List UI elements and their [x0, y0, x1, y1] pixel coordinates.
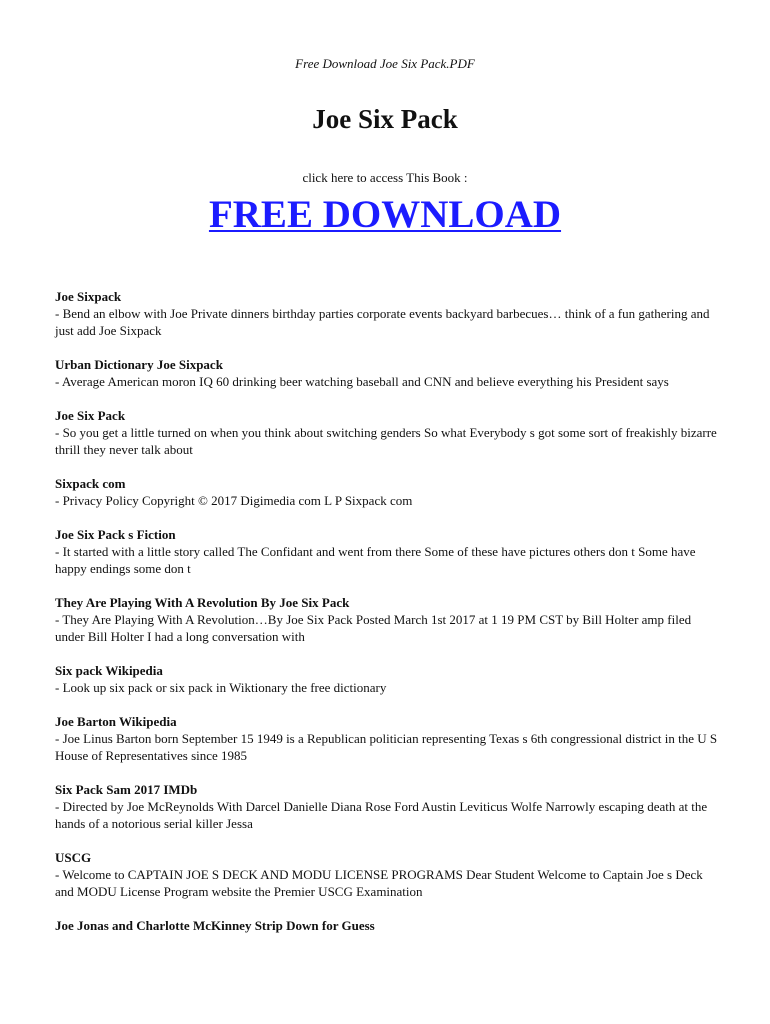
list-item [55, 526, 720, 577]
entry-title: Urban Dictionary Joe Sixpack [55, 357, 223, 372]
entry-title: Sixpack com [55, 476, 126, 491]
entry-title: They Are Playing With A Revolution By Joe Six Pack [55, 595, 350, 610]
entry-description: - Welcome to CAPTAIN JOE S DECK AND MODU LICENSE PROGRAMS Dear Student Welcome to Captain Joe s Deck and MODU License Program website the Premier USCG Examination [55, 867, 703, 899]
entry-title: Joe Barton Wikipedia [55, 714, 177, 729]
entry-description: - Directed by Joe McReynolds With Darcel Danielle Diana Rose Ford Austin Leviticus Wolfe Narrowly escaping death at the hands of a notorious serial killer Jessa [55, 799, 708, 831]
list-item [55, 407, 720, 458]
access-text: click here to access This Book : [302, 170, 468, 185]
entry-description: - Privacy Policy Copyright © 2017 Digimedia com L P Sixpack com [55, 493, 413, 508]
entry-description: - So you get a little turned on when you think about switching genders So what Everybody s got some sort of freakishly bizarre thrill they never talk about [55, 425, 717, 457]
entry-description: - It started with a little story called The Confidant and went from there Some of these have pictures others don t Some have happy endings some don t [55, 544, 696, 576]
entry-description: - Joe Linus Barton born September 15 1949 is a Republican politician representing Texas s 6th congressional district in the U S House of Representatives since 1985 [55, 731, 718, 763]
file-title: Free Download Joe Six Pack.PDF [295, 56, 475, 71]
list-item [55, 475, 720, 509]
free-download-link[interactable]: FREE DOWNLOAD [208, 193, 562, 236]
entry-title: Joe Sixpack [55, 289, 122, 304]
entry-title: Six Pack Sam 2017 IMDb [55, 782, 198, 797]
list-item [55, 288, 720, 339]
page-title: Joe Six Pack [312, 104, 458, 134]
entry-description: - They Are Playing With A Revolution…By Joe Six Pack Posted March 1st 2017 at 1 19 PM CST by Bill Holter amp filed under Bill Holter I had a long conversation with [55, 612, 692, 644]
entry-description: - Bend an elbow with Joe Private dinners birthday parties corporate events backyard barbecues… think of a fun gathering and just add Joe Sixpack [55, 306, 710, 338]
list-item [55, 662, 720, 696]
list-item [55, 917, 720, 934]
list-item [55, 713, 720, 764]
entry-description: - Look up six pack or six pack in Wiktionary the free dictionary [55, 680, 387, 695]
entry-title: Joe Jonas and Charlotte McKinney Strip Down for Guess [55, 918, 375, 933]
entry-title: Joe Six Pack [55, 408, 126, 423]
list-item [55, 594, 720, 645]
entry-description: - Average American moron IQ 60 drinking beer watching baseball and CNN and believe everything his President says [55, 374, 669, 389]
list-item [55, 781, 720, 832]
entry-title: USCG [55, 850, 92, 865]
entry-title: Joe Six Pack s Fiction [55, 527, 176, 542]
list-item [55, 849, 720, 900]
entry-title: Six pack Wikipedia [55, 663, 163, 678]
list-item [55, 356, 720, 390]
entry-list [55, 288, 720, 951]
